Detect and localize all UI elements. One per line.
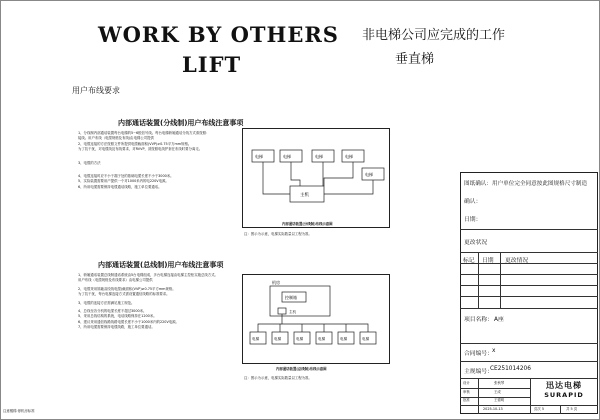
part2-heading: 内部通话装置(总线制)用户布线注意事项 <box>98 261 224 269</box>
sign-role: 设计 <box>463 381 470 385</box>
tb-divider <box>460 378 598 379</box>
diagram2-note: 注：图示为示意，电梯实际数量以工程为准。 <box>244 376 312 380</box>
part2-item: 用户布线（电缆规格及布线要求）由电梯公司提供 <box>78 278 153 283</box>
tb-divider <box>460 263 598 264</box>
part2-item: 1、轿厢通话装置总线制通话系统由5台电梯组成，多台电梯连接由电梯主控柜实施总线方式。 <box>78 273 218 277</box>
tb-divider <box>460 361 598 362</box>
change-header: 日期 <box>482 258 494 264</box>
sign-name: 王成 <box>494 390 501 394</box>
diagram2-label: 控制箱 <box>285 295 297 300</box>
tb-divider <box>460 229 598 230</box>
tb-divider <box>460 252 598 253</box>
date-value: 2025-10-13 <box>483 407 503 411</box>
part2-item: 3、电缆的连接方法需满足施工规范。 <box>78 300 135 305</box>
diagram2-svg <box>242 274 390 364</box>
diagram1-label: 电梯 <box>365 172 373 177</box>
tb-divider <box>460 405 598 406</box>
section-title: 用户布线要求 <box>72 86 120 95</box>
diagram2-label: 电梯 <box>296 337 304 341</box>
diagram1-svg <box>242 128 390 228</box>
diagram1-label: 电梯 <box>255 154 263 159</box>
tb-col <box>478 378 479 414</box>
footer-note: 注意楼梯 @机房标准 <box>3 409 35 413</box>
tb-divider <box>460 308 598 309</box>
part1-item: 6、所用电缆需要保持电缆通话线路，施工单位要通话。 <box>78 184 162 189</box>
part1-item: 3、电缆的方法 <box>78 160 101 165</box>
diagram1-label: 电梯 <box>345 154 353 159</box>
brand-en: SURAPID <box>544 391 584 399</box>
diagram2-label: 电梯 <box>362 337 370 341</box>
diagram1-note: 注：图示为示意，电梯实际数量以工程为准。 <box>244 232 312 236</box>
project-label: 项目名称： <box>464 317 493 323</box>
part1-item: 为了抗干扰，对电缆线及布线要求，对RVVP，须按照电线护套在布线时要分离走。 <box>78 147 203 152</box>
tb-col <box>500 252 501 308</box>
brand-cn: 迅达电梯 <box>546 381 582 390</box>
diagram2-label: 电梯 <box>274 337 282 341</box>
brand-logo <box>533 381 595 403</box>
part2-item: 5、采用总线结构的系统，电话线路保持在1200米。 <box>78 314 157 319</box>
page-label: 页次 5 <box>534 407 545 411</box>
main-no-label: 主规编号： <box>464 369 493 375</box>
tb-divider <box>460 296 598 297</box>
part1-item: 接线。用户布线（电缆规格及布线)由电梯公司提供 <box>78 136 154 141</box>
title-line1: WORK BY OTHERS <box>98 22 339 47</box>
tb-divider <box>460 343 598 344</box>
diagram2-label: 电梯 <box>318 337 326 341</box>
tb-col <box>478 252 479 308</box>
diagram2-label: 主机 <box>289 310 296 314</box>
tb-divider <box>460 274 598 275</box>
part1-item: 2、电缆连接的方法按照文件所提供电缆截面积(VVP)≥0.75平方mm规格。 <box>78 141 192 146</box>
diagram1-label: 电梯 <box>315 154 323 159</box>
part1-item: 4、电缆连接时应不小于端子处的基础电缆长度不小于3000米。 <box>78 174 174 179</box>
part1-item: 5、实际装置需要用户提供一个对1000米内的电220V电源。 <box>78 179 169 184</box>
part2-item: 7、所用电缆需要保持电缆线路，施工单位要通话。 <box>78 325 155 330</box>
cn-title-line2: 垂直梯 <box>395 52 435 67</box>
part1-items <box>78 131 238 190</box>
tb-divider <box>460 285 598 286</box>
part1-item: 1、分线制内部通话装置每台电梯的5~6根信号线。每台电梯轿厢通话分线方式请按照： <box>78 131 210 135</box>
change-header: 标记 <box>463 258 475 264</box>
diagram1-label: 主机 <box>300 193 309 198</box>
date-label: 日期： <box>464 217 482 223</box>
change-label: 更改状况 <box>464 240 488 246</box>
part2-item: 4、总线至各分机的电缆长度不超过3000米。 <box>78 309 147 314</box>
confirm-label: 确认： <box>464 199 482 205</box>
diagram1-label: 电梯 <box>283 154 291 159</box>
part2-item: 2、电缆采用屏蔽双绞线电缆(截面积(VVP)≥0.75平方mm规格。 <box>78 286 176 291</box>
sign-name: 王德明 <box>494 398 505 402</box>
tb-divider <box>460 388 530 389</box>
title-line2: LIFT <box>182 52 242 77</box>
sign-role: 批准 <box>463 398 470 402</box>
project-value: A座 <box>494 317 504 323</box>
part2-item: 为了抗干扰，每台电梯连接方式需设置通信线路的标准要求。 <box>78 292 170 297</box>
diagram2-caption: 内部通话装置(总线制)布线示意图 <box>276 367 327 371</box>
tb-col <box>560 405 561 414</box>
diagram2-label: 机房 <box>272 280 280 285</box>
tb-col <box>530 405 531 414</box>
cn-title-line1: 非电梯公司应完成的工作 <box>362 28 506 43</box>
diagram1-caption: 内部通话装置(分线制)布线示意图 <box>282 222 333 226</box>
main-no-value: CE251014206 <box>490 366 531 372</box>
part1-heading: 内部通话装置(分线制)用户布线注意事项 <box>118 119 244 127</box>
sign-name: 张秋琴 <box>494 381 505 385</box>
contract-label: 合同编号： <box>464 351 493 357</box>
part2-items <box>78 273 238 331</box>
diagram2-label: 电梯 <box>252 337 260 341</box>
sign-role: 审核 <box>463 390 470 394</box>
change-header: 更改情况 <box>505 258 529 264</box>
contract-value: x <box>492 348 496 354</box>
pages-label: 共 5 页 <box>566 407 578 411</box>
diagram2-label: 电梯 <box>340 337 348 341</box>
confirm-heading: 图纸确认：用户单位完全同意按此图规格尺寸制造 <box>464 181 588 187</box>
part2-item: 6、建议采用通信线路线路电缆长度不小于1000米内的220V电源。 <box>78 319 179 324</box>
